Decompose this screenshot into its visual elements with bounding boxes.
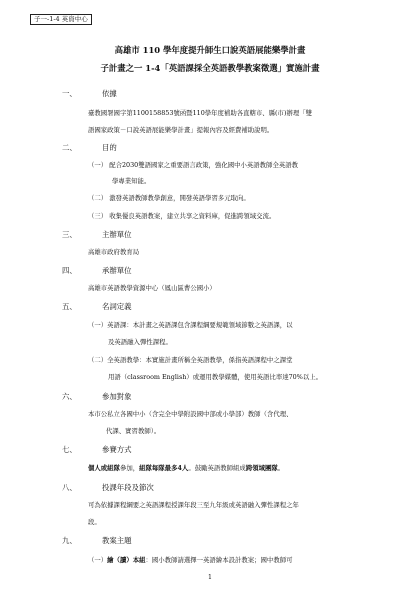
section-heading: 參加對象 [102, 392, 132, 401]
body-line: 段。 [88, 518, 101, 526]
section-number: 四、 [62, 266, 77, 275]
body-line: 代課、實習教師）。 [106, 427, 161, 435]
body-text: 。鼓勵英語教師組成 [188, 464, 246, 472]
section-heading: 目的 [102, 143, 117, 152]
section-heading: 投課年段及節次 [102, 483, 154, 492]
body-line: （一） 配合2030雙語國家之重要語言政策，強化國中小英語教師全英語教 [88, 161, 299, 169]
emphasis-text: 個人或組隊 [88, 464, 120, 472]
section-number: 八、 [62, 483, 77, 492]
section-number: 七、 [62, 445, 77, 454]
section-heading: 主辦單位 [102, 230, 132, 239]
body-line: 用語（classroom English）或運用教學媒體，使用英語比率達70%以上。 [108, 373, 322, 381]
body-line: 高雄市英語教學資源中心（鳳山區曹公國小） [88, 284, 216, 292]
section-heading: 教案主題 [102, 536, 132, 545]
emphasis-text: 繪（讀）本組 [107, 556, 146, 564]
page-title: 高雄市 110 學年度提升師生口說英語展能樂學計畫 [114, 45, 306, 55]
body-line: 語國家政策－口說英語展能樂學計畫」提報內容及經費補助說明。 [88, 126, 274, 134]
emphasis-text: 組隊每隊最多4人 [139, 464, 189, 472]
body-text: 。 [277, 464, 285, 472]
emphasis-text: 跨領域團隊 [245, 464, 278, 472]
body-line: （三） 收集優良英語教案，建立共享之資料庫，促進跨領域交流。 [88, 212, 276, 220]
body-line: 學專業知能。 [112, 177, 151, 185]
section-number: 一、 [62, 89, 77, 98]
section-heading: 參賽方式 [102, 445, 132, 454]
page-subtitle: 子計畫之一 1-4「英語課採全英語教學教案徵選」實施計畫 [100, 63, 320, 73]
body-line: （二） 激發英語教師教學創意，開發英語學習多元取向。 [88, 194, 250, 202]
body-line: 臺教國署國字第1100158853號函暨110學年度補助各直轄市、縣(市)辦理「雙 [88, 109, 312, 117]
section-number: 三、 [62, 230, 77, 239]
section-number: 五、 [62, 302, 77, 311]
page-number: 1 [208, 574, 212, 581]
section-heading: 承辦單位 [102, 266, 132, 275]
body-text: 參加， [119, 464, 140, 472]
body-line [88, 555, 293, 564]
section-number: 二、 [62, 143, 77, 152]
section-number: 九、 [62, 536, 77, 545]
document-tag: 子一-1-4 英資中心 [30, 14, 92, 25]
body-text: ：國小教師請選擇一英語繪本設計教案；國中教師可 [145, 556, 293, 564]
section-number: 六、 [62, 392, 77, 401]
body-line: 可為依據課程綱要之英語課程授課年段三至九年級或英語融入彈性課程之年 [88, 501, 299, 509]
section-heading: 名詞定義 [102, 302, 132, 311]
body-line: 高雄市政府教育局 [88, 248, 140, 256]
body-line: （一）英語課：本計畫之英語課包含課程綱要規範領域節數之英語課，以 [88, 321, 293, 329]
body-line: 本市公私立各國中小（含完全中學附設國中部或小學部）教師（含代理、 [88, 410, 293, 418]
section-heading: 依據 [102, 89, 117, 98]
body-text: （一） [88, 556, 108, 564]
body-line: 及英語融入彈性課程。 [108, 338, 172, 346]
body-line: （二）全英語教學：本實施計畫所稱全英語教學，係指英語課程中之課堂 [88, 356, 293, 364]
body-line [88, 463, 284, 472]
